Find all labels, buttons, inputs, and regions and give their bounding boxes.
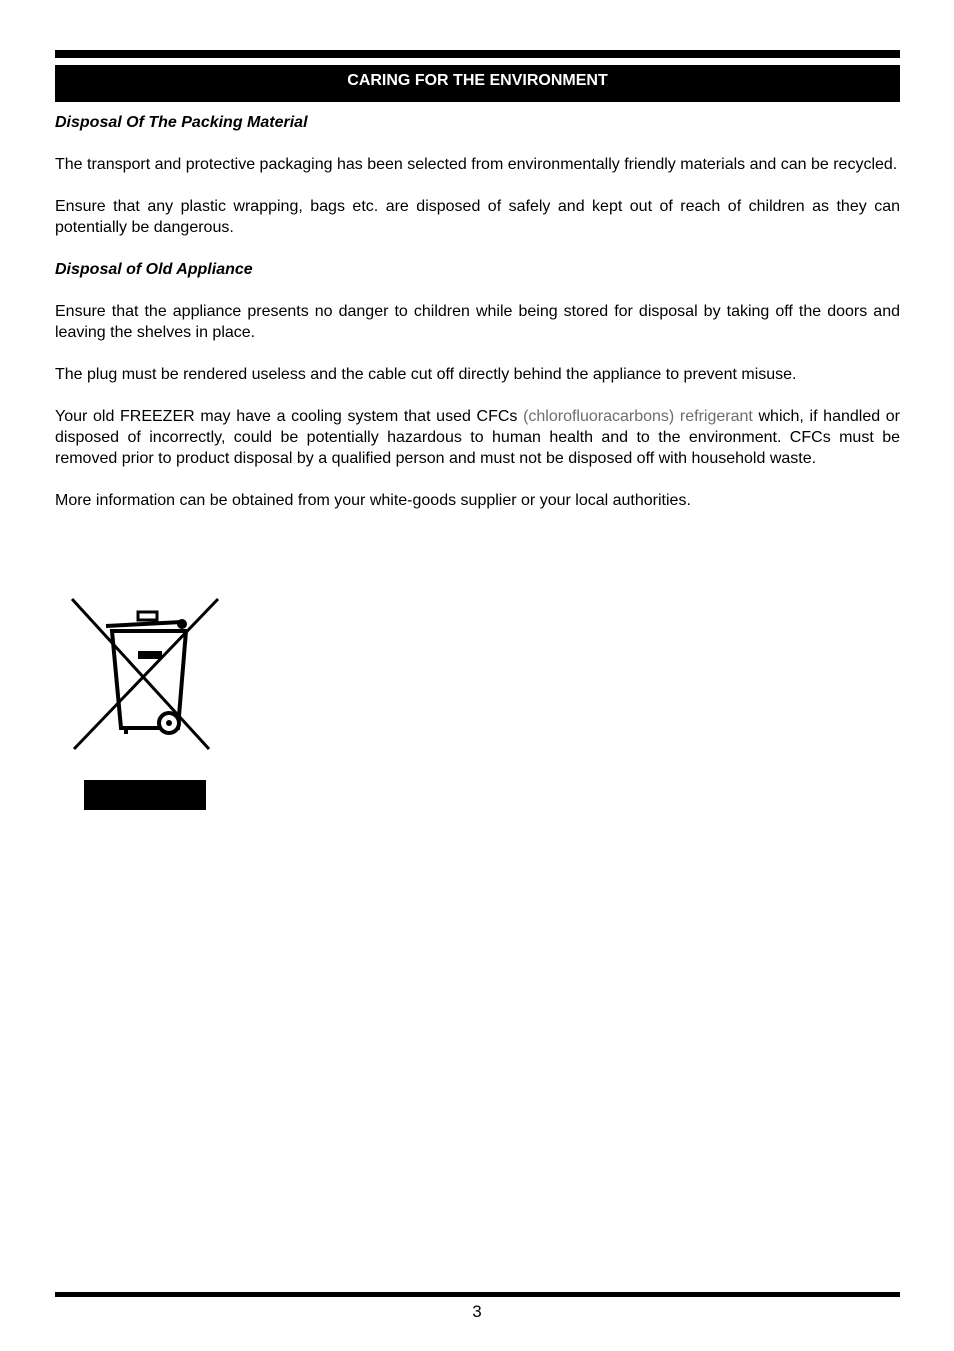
paragraph-packing-1: The transport and protective packaging has been selected from environmentally friendly materials and can be recycled.: [55, 156, 898, 173]
paragraph-appliance-4: More information can be obtained from your white-goods supplier or your local authorities.: [55, 492, 691, 509]
paragraph-appliance-2: The plug must be rendered useless and the cable cut off directly behind the appliance to prevent misuse.: [55, 366, 797, 383]
bottom-rule: [55, 1292, 900, 1297]
section-heading-packing: Disposal Of The Packing Material: [55, 114, 308, 131]
paragraph-appliance-1: Ensure that the appliance presents no danger to children while being stored for disposal by taking off the doors and leaving the shelves in place.: [55, 303, 900, 341]
cfc-text-before: Your old FREEZER may have a cooling system that used CFCs: [55, 408, 524, 425]
paragraph-appliance-3: [55, 406, 900, 469]
cfc-text-after: which, if handled or disposed of incorrectly, could be potentially hazardous to human health and to the environment. CFCs must be removed prior to product disposal by a qualified person and must not be disposed off with household waste.: [55, 408, 901, 467]
weee-marking-bar: [84, 780, 206, 810]
page-number: 3: [472, 1302, 482, 1321]
cfc-refrigerant-note: (chlorofluoracarbons) refrigerant: [523, 408, 753, 425]
section-heading-appliance: Disposal of Old Appliance: [55, 261, 253, 278]
document-body: [55, 112, 900, 532]
paragraph-packing-2: Ensure that any plastic wrapping, bags etc. are disposed of safely and kept out of reach of children as they can potentially be dangerous.: [55, 198, 900, 236]
top-rule: [55, 50, 900, 58]
crossed-out-wheelie-bin-icon: [68, 595, 223, 755]
page-title: CARING FOR THE ENVIRONMENT: [55, 65, 900, 102]
